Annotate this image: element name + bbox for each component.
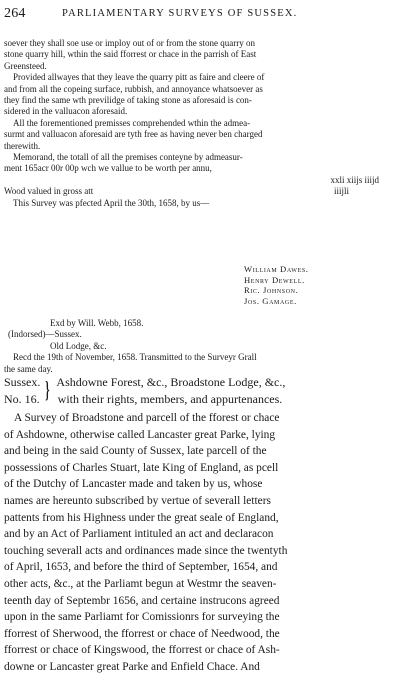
signatory: Ric. Johnson.	[244, 285, 299, 296]
text-line: All the forementioned premisses comprehended wthin the admea-	[13, 117, 251, 128]
received-line-cont: the same day.	[4, 363, 53, 374]
body-line: and by an Act of Parliament intituled an act and declaracon	[4, 528, 274, 541]
body-line: fforrest or chace of Kingswood, the fforrest or chace of Ash-	[4, 644, 280, 657]
annual-value: xxli xiijs iiijd	[330, 174, 379, 185]
body-line: other acts, &c., at the Parliamt begun at Westmr the seaven-	[4, 577, 277, 590]
survey-date: This Survey was pfected April the 30th, 1658, by us—	[13, 197, 210, 208]
body-line: of Ashdowne, otherwise called Lancaster great Parke, lying	[4, 428, 276, 441]
body-line: A Survey of Broadstone and parcell of the fforest or chace	[14, 412, 280, 424]
body-line: of the Dutchy of Lancaster made and taken by us, whose	[4, 478, 263, 491]
heading-line-2: with their rights, members, and appurtenances.	[57, 391, 283, 406]
signatory: Henry Dewell.	[244, 274, 305, 285]
wood-value-line	[4, 186, 389, 197]
running-title: PARLIAMENTARY SURVEYS OF SUSSEX.	[62, 8, 298, 19]
text-line: surmt and valluacon aforesaid are tyth free as having never ben charged	[4, 129, 263, 140]
signatory: Jos. Gamage.	[244, 295, 297, 306]
body-line: upon in the same Parliamt for Comissionrs for surveying the	[4, 611, 280, 624]
wood-label: Wood valued in gross att	[4, 186, 94, 197]
received-line: Recd the 19th of November, 1658. Transmitted to the Surveyr Grall	[13, 352, 257, 363]
examined-line: Exd by Will. Webb, 1658.	[50, 318, 144, 328]
text-line: therewith.	[4, 140, 41, 151]
signatories	[244, 264, 309, 306]
body-line: and being in the said County of Sussex, late parcell of the	[4, 445, 267, 458]
body-line: pattents from his Highness under the great seale of England,	[4, 511, 279, 524]
body-line: of April, 1653, and before the third of September, 1654, and	[4, 561, 278, 574]
number-label: No. 16.	[4, 391, 40, 406]
wood-amount: iiijli	[333, 186, 349, 197]
page-header	[4, 6, 392, 24]
body-line: fforrest of Sherwood, the fforrest or chace of Needwood, the	[4, 627, 280, 640]
county-label: Sussex.	[4, 375, 41, 389]
indorsed-line: (Indorsed)—Sussex.	[8, 329, 82, 340]
text-line: stone quarry hill, wthin the said fforrest or chace in the parrish of East	[4, 49, 257, 60]
text-line: soever they shall soe use or imploy out of or from the stone quarry on	[4, 38, 255, 48]
brace-mark: }	[45, 375, 50, 403]
text-line: Provided allwayes that they leave the quarry pitt as faire and cleere of	[13, 72, 265, 83]
body-line: teenth day of Septembr 1656, and certaine instrucons agreed	[4, 594, 280, 607]
lodge-line: Old Lodge, &c.	[50, 340, 107, 351]
body-line: possessions of Charles Stuart, late King of England, as pcell	[4, 461, 279, 474]
survey-body	[4, 410, 396, 676]
text-line: sidered in the valluacon aforesaid.	[4, 106, 128, 117]
text-line: they find the same wth previlidge of taking stone as aforesaid is con-	[4, 95, 252, 106]
text-line: Memorand, the totall of all the premises conteyne by admeasur-	[13, 152, 243, 163]
text-line: Greensteed.	[4, 60, 47, 71]
body-line: names are hereunto subscribed by vertue of severall letters	[4, 494, 271, 507]
heading-line-1: Ashdowne Forest, &c., Broadstone Lodge, &c.,	[56, 375, 286, 389]
text-line: ment 165acr 00r 00p wch we vallue to be worth per annu,	[4, 163, 212, 174]
section-heading	[4, 374, 285, 407]
body-line: touching severall acts and ordinances made since the twentyth	[4, 544, 288, 557]
page-number: 264	[4, 6, 26, 21]
text-line: and from all the copeing surface, rubbish, and annoyance whatsoever as	[4, 83, 263, 94]
body-line: downe or Lancaster great Parke and Enfield Chace. And	[4, 660, 260, 673]
endorsement	[4, 318, 394, 375]
survey-continuation	[4, 38, 389, 209]
signatory: William Dawes.	[244, 264, 309, 274]
